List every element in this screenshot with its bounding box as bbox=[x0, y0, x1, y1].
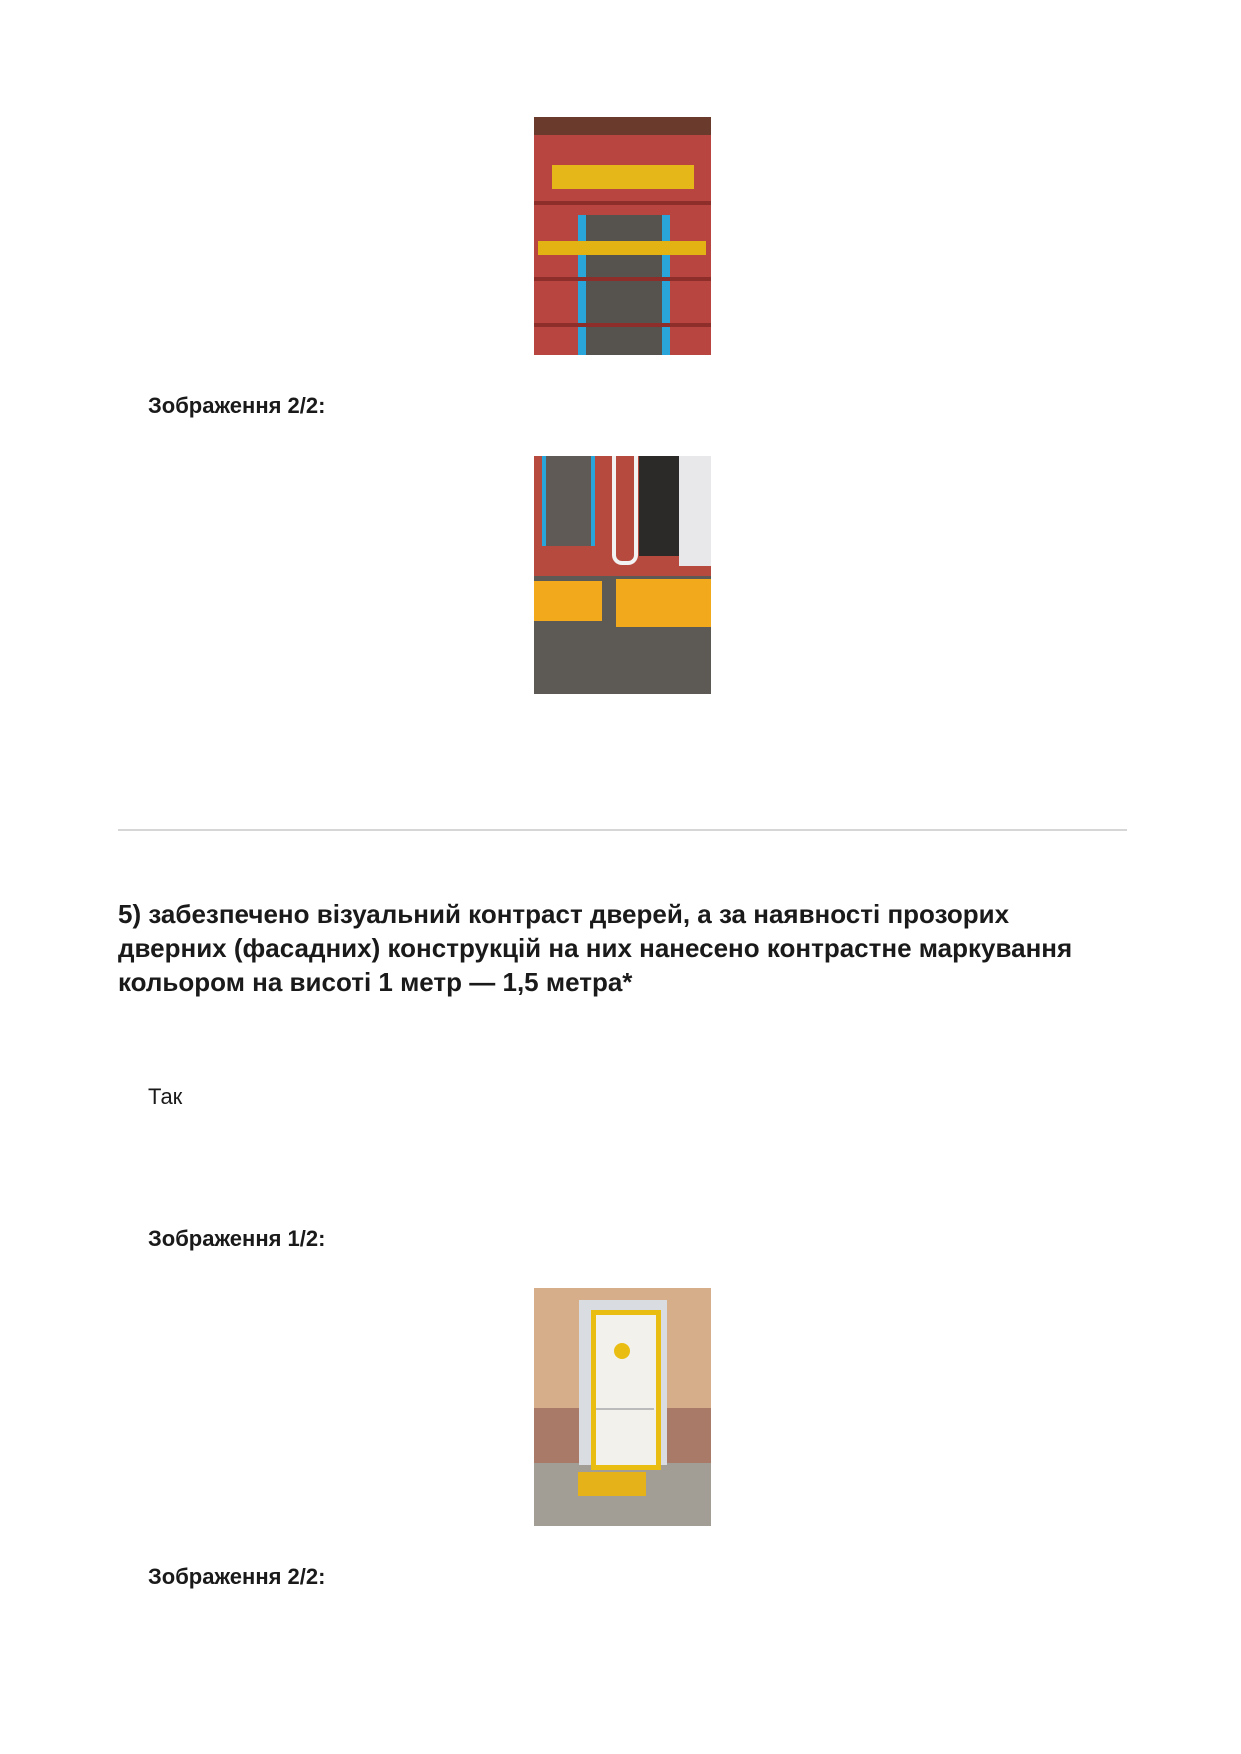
door-photo bbox=[534, 1288, 711, 1526]
stairs-photo-1 bbox=[534, 117, 711, 355]
question-heading: 5) забезпечено візуальний контраст дверей, а за наявності прозорих дверних (фасадних) конструкцій на них нанесено контрастне маркування кольором на висоті 1 метр — 1,5 метра* bbox=[118, 899, 1073, 997]
image-label: Зображення 2/2: bbox=[148, 1564, 326, 1589]
answer-text: Так bbox=[148, 1084, 183, 1109]
image-label: Зображення 1/2: bbox=[148, 1226, 326, 1251]
image-label: Зображення 2/2: bbox=[148, 393, 326, 418]
section-divider bbox=[118, 829, 1127, 831]
stairs-photo-2 bbox=[534, 456, 711, 694]
